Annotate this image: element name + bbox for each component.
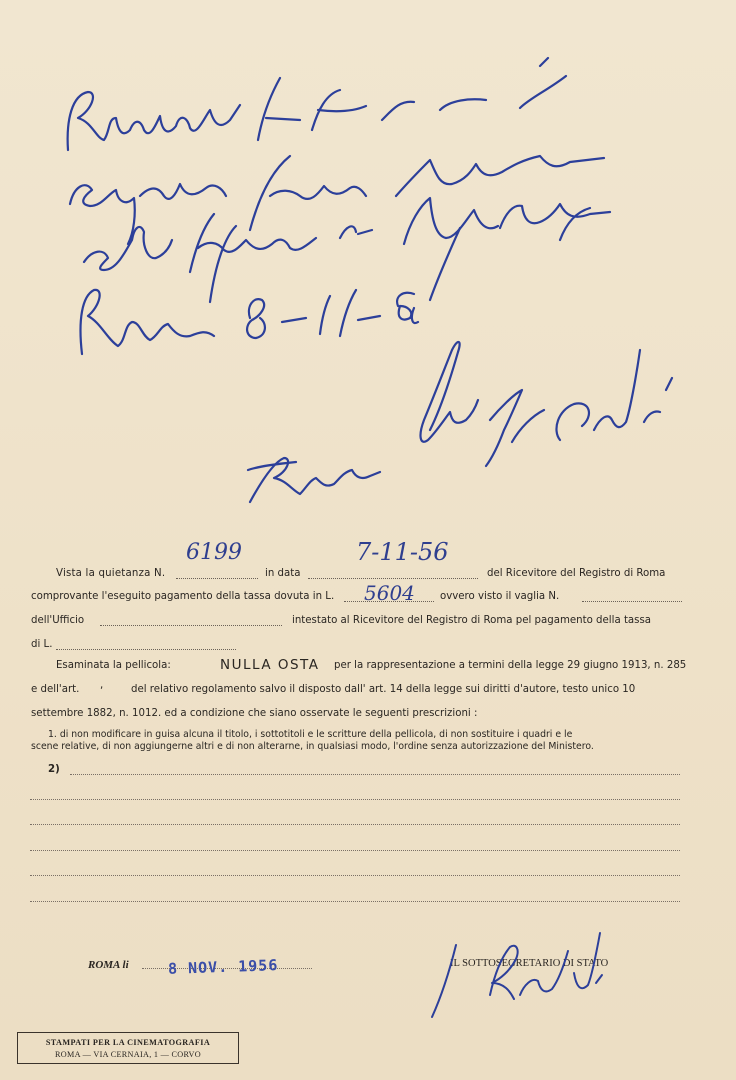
date-stamp: 8 NOV. 1956 <box>167 956 279 978</box>
art-blank: , <box>100 680 104 691</box>
label-del-ricevitore: del Ricevitore del Registro di Roma <box>487 568 666 579</box>
prescrizione-line <box>30 875 680 876</box>
sottosegretario-signature <box>420 925 620 1025</box>
prescrizione-line <box>70 774 680 775</box>
label-di-l: di L. <box>31 639 53 650</box>
label-in-data: in data <box>265 568 301 579</box>
prescrizione-line <box>30 799 680 800</box>
label-dell-ufficio: dell'Ufficio <box>31 615 85 626</box>
quietanza-number: 6199 <box>186 540 242 565</box>
sottosegretario-label: IL SOTTOSEGRETARIO DI STATO <box>450 958 609 969</box>
quietanza-number-blank <box>176 568 258 579</box>
label-esaminata: Esaminata la pellicola: <box>56 660 171 671</box>
label-comprovante: comprovante l'eseguito pagamento della tassa dovuta in L. <box>31 591 335 602</box>
label-ovvero: ovvero visto il vaglia N. <box>440 591 560 602</box>
di-l-blank <box>56 639 236 650</box>
label-vista-quietanza: Vista la quietanza N. <box>56 568 166 579</box>
printer-line-1: STAMPATI PER LA CINEMATOGRAFIA <box>45 1038 211 1047</box>
label-settembre: settembre 1882, n. 1012. ed a condizione che siano osservate le seguenti prescrizioni : <box>31 708 478 719</box>
prescrizione-line <box>30 901 680 902</box>
date-blank <box>308 568 478 579</box>
ufficio-blank <box>100 615 282 626</box>
nulla-osta: NULLA OSTA <box>220 657 320 673</box>
printer-line-2: ROMA — VIA CERNAIA, 1 — CORVO <box>55 1050 201 1059</box>
amount-value: 5604 <box>364 581 415 605</box>
printer-imprint <box>17 1032 239 1064</box>
label-per-la: per la rappresentazione a termini della legge 29 giugno 1913, n. 285 <box>334 660 687 671</box>
roma-li: ROMA li <box>88 959 129 971</box>
label-del-relativo: del relativo regolamento salvo il disposto dall' art. 14 della legge sui diritti d'autore, testo unico 10 <box>131 684 636 695</box>
prescrizione-2-label: 2) <box>48 764 60 775</box>
prescrizione-line <box>30 850 680 851</box>
prescrizione-1b: scene relative, di non aggiungerne altri e di non alterarne, in qualsiasi modo, l'ordine senza autorizzazione del Ministero. <box>31 741 594 752</box>
vaglia-blank <box>582 591 682 602</box>
prescrizione-1a: 1. di non modificare in guisa alcuna il titolo, i sottotitoli e le scritture della pellicola, di non sostituire i quadri e le <box>48 729 573 740</box>
label-intestato: intestato al Ricevitore del Registro di Roma pel pagamento della tassa <box>292 615 652 626</box>
date-value: 7-11-56 <box>356 538 449 566</box>
label-e-dell-art: e dell'art. <box>31 684 80 695</box>
prescrizione-line <box>30 824 680 825</box>
